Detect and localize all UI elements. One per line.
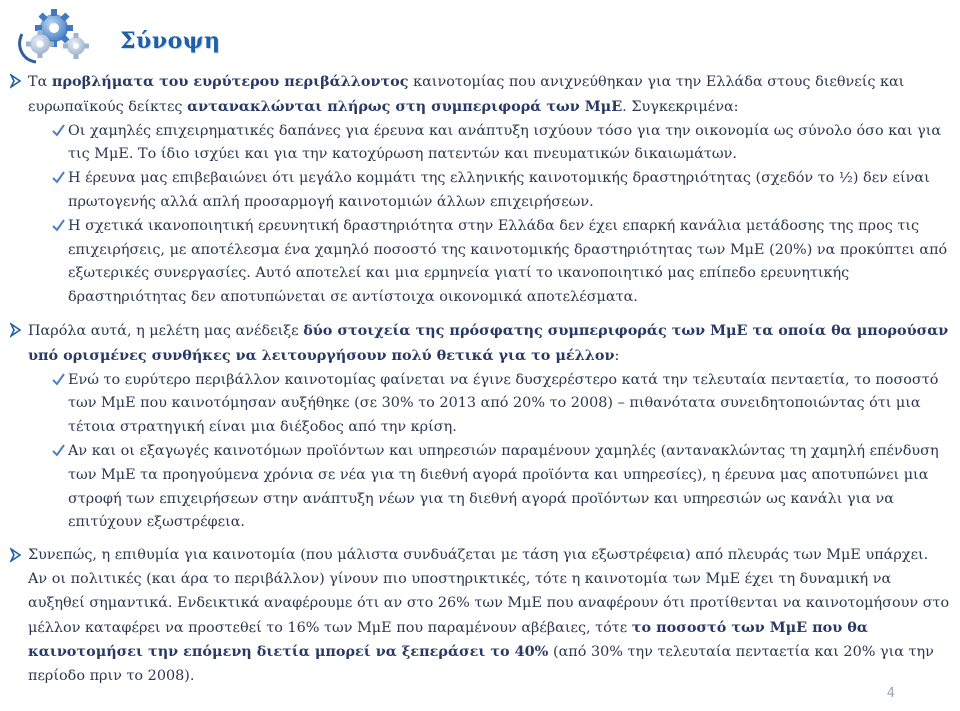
arrow-bullet-icon <box>10 322 22 338</box>
list-item: Αν και οι εξαγωγές καινοτόμων προϊόντων και υπηρεσιών παραμένουν χαμηλές (αντανακλώντας τη χαμηλή επένδυση των ΜμΕ τα προηγούμενα χρόνια σε νέα για τη διεθνή αγορά προϊόντα και υπηρεσίες), η έρευνα μας αποτυπώνει μια στροφή των επιχειρήσεων στην ανάπτυξη νέων για τη διεθνή αγορά προϊόντων και υπηρεσιών ως κανάλι για να επιτύχουν εξωστρέφεια. <box>28 440 950 535</box>
check-icon <box>51 170 66 185</box>
check-icon <box>51 372 66 387</box>
summary-content <box>10 70 950 689</box>
bullet-paragraph-1: Τα προβλήματα του ευρύτερου περιβάλλοντος καινοτομίας που ανιχνεύθηκαν για την Ελλάδα στους διεθνείς και ευρωπαϊκούς δείκτες αντανακλώνται πλήρως στη συμπεριφορά των ΜμΕ. Συγκεκριμένα: Οι χαμηλές επιχειρηματικές δαπάνες για έρευνα και ανάπτυξη ισχύουν τόσο για την οικονομία ως σύνολο όσο και για τις ΜμΕ. Το ίδιο ισχύει και για την κατοχύρωση πατεντών και πνευματικών δικαιωμάτων. Η έρευνα μας επιβεβαιώνει ότι μεγάλο κομμάτι της ελληνικής καινοτομικής δραστηριότητας (σχεδόν το ½) δεν είναι πρωτογενής αλλά απλή προσαρμογή καινοτομιών άλλων επιχειρήσεων. Η σχετικά ικανοποιητική ερευνητική δραστηριότητα στην Ελλάδα δεν έχει επαρκή κανάλια μετάδοσης της προς τις επιχειρήσεις, με αποτέλεσμα ένα χαμηλό ποσοστό της καινοτομικής δραστηριότητας των ΜμΕ (20%) να προκύπτει από εξωτερικές συνεργασίες. Αυτό αποτελεί και μια ερμηνεία γιατί το ικανοποιητικό μας επίπεδο ερευνητικής δραστηριότητας δεν αποτυπώνεται σε αντίστοιχα οικονομικά αποτελέσματα. <box>10 70 950 310</box>
bullet-paragraph-3: Συνεπώς, η επιθυμία για καινοτομία (που μάλιστα συνδυάζεται με τάση για εξωστρέφεια) από πλευράς των ΜμΕ υπάρχει. Αν οι πολιτικές (και άρα το περιβάλλον) γίνουν πιο υποστηρικτικές, τότε η καινοτομία των ΜμΕ έχει τη δυναμική να αυξηθεί σημαντικά. Ενδεικτικά αναφέρουμε ότι αν στο 26% των ΜμΕ που αναφέρουν ότι προτίθενται να καινοτομήσουν στο μέλλον καταφέρει να προστεθεί το 16% των ΜμΕ που παραμένουν αβέβαιες, τότε το ποσοστό των ΜμΕ που θα καινοτομήσει την επόμενη διετία μπορεί να ξεπεράσει το 40% (από 30% την τελευταία πενταετία και 20% για την περίοδο πριν το 2008). <box>10 544 950 689</box>
bullet-paragraph-2: Παρόλα αυτά, η μελέτη μας ανέδειξε δύο στοιχεία της πρόσφατης συμπεριφοράς των ΜμΕ τα οποία θα μπορούσαν υπό ορισμένες συνθήκες να λειτουργήσουν πολύ θετικά για το μέλλον: Ενώ το ευρύτερο περιβάλλον καινοτομίας φαίνεται να έγινε δυσχερέστερο κατά την τελευταία πενταετία, το ποσοστό των ΜμΕ που καινοτόμησαν αυξήθηκε (σε 30% το 2013 από 20% το 2008) – πιθανότατα συνειδητοποιώντας ότι μια τέτοια στρατηγική είναι μια διέξοδος από την κρίση. Αν και οι εξαγωγές καινοτόμων προϊόντων και υπηρεσιών παραμένουν χαμηλές (αντανακλώντας τη χαμηλή επένδυση των ΜμΕ τα προηγούμενα χρόνια σε νέα για τη διεθνή αγορά προϊόντα και υπηρεσίες), η έρευνα μας αποτυπώνει μια στροφή των επιχειρήσεων στην ανάπτυξη νέων για τη διεθνή αγορά προϊόντων και υπηρεσιών ως κανάλι για να επιτύχουν εξωστρέφεια. <box>10 319 950 535</box>
list-item: Οι χαμηλές επιχειρηματικές δαπάνες για έρευνα και ανάπτυξη ισχύουν τόσο για την οικονομία ως σύνολο όσο και για τις ΜμΕ. Το ίδιο ισχύει και για την κατοχύρωση πατεντών και πνευματικών δικαιωμάτων. <box>28 120 950 168</box>
check-icon <box>51 218 66 233</box>
check-icon <box>51 443 66 458</box>
list-item: Η έρευνα μας επιβεβαιώνει ότι μεγάλο κομμάτι της ελληνικής καινοτομικής δραστηριότητας (σχεδόν το ½) δεν είναι πρωτογενής αλλά απλή προσαρμογή καινοτομιών άλλων επιχειρήσεων. <box>28 167 950 215</box>
list-item: Ενώ το ευρύτερο περιβάλλον καινοτομίας φαίνεται να έγινε δυσχερέστερο κατά την τελευταία πενταετία, το ποσοστό των ΜμΕ που καινοτόμησαν αυξήθηκε (σε 30% το 2013 από 20% το 2008) – πιθανότατα συνειδητοποιώντας ότι μια τέτοια στρατηγική είναι μια διέξοδος από την κρίση. <box>28 369 950 440</box>
gears-logo-icon <box>12 4 122 66</box>
page-title: Σύνοψη <box>120 28 221 54</box>
arrow-bullet-icon <box>10 547 22 563</box>
check-list-1 <box>46 120 950 310</box>
arrow-bullet-icon <box>10 73 22 89</box>
check-icon <box>51 123 66 138</box>
check-list-2 <box>46 369 950 536</box>
page-number: 4 <box>886 686 895 701</box>
list-item: Η σχετικά ικανοποιητική ερευνητική δραστηριότητα στην Ελλάδα δεν έχει επαρκή κανάλια μετάδοσης της προς τις επιχειρήσεις, με αποτέλεσμα ένα χαμηλό ποσοστό της καινοτομικής δραστηριότητας των ΜμΕ (20%) να προκύπτει από εξωτερικές συνεργασίες. Αυτό αποτελεί και μια ερμηνεία γιατί το ικανοποιητικό μας επίπεδο ερευνητικής δραστηριότητας δεν αποτυπώνεται σε αντίστοιχα οικονομικά αποτελέσματα. <box>28 215 950 310</box>
